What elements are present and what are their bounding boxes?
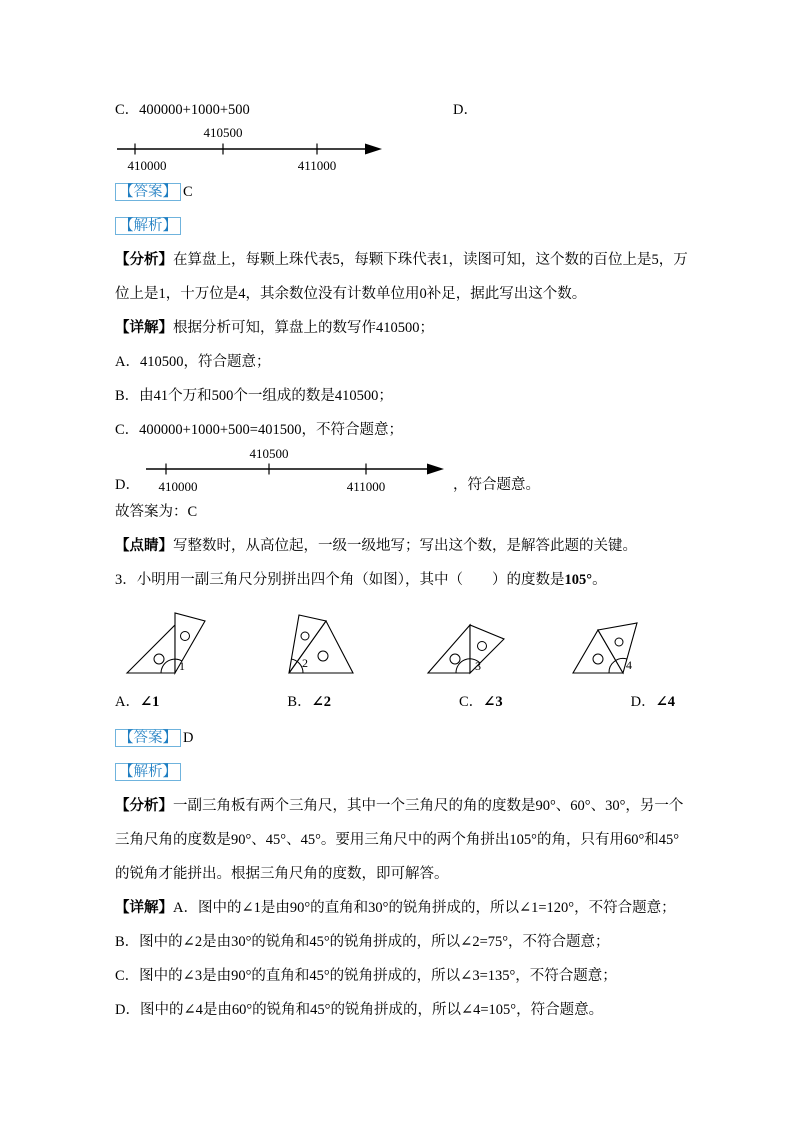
q3-answer-row — [115, 721, 689, 755]
q2-jiexi-row — [115, 209, 689, 243]
arrow-head-icon — [427, 464, 444, 475]
q2-xiangjie-paragraph — [115, 311, 689, 345]
angle-number-label: 3 — [474, 659, 481, 673]
q3-figure-angle3 — [420, 601, 520, 681]
q3-figure-angle2 — [271, 601, 371, 681]
option-value: ∠3 — [483, 694, 503, 710]
q2-option-d-numberline-figure — [115, 125, 689, 175]
angle-number-label: 4 — [625, 658, 632, 672]
xiangjie-label: 【详解】 — [115, 320, 173, 336]
q2-dianjing-paragraph — [115, 529, 689, 563]
numberline-right-label: 411000 — [297, 158, 337, 173]
q3-option-d — [631, 689, 675, 715]
ruler-hole-icon — [154, 654, 164, 664]
q3-figure-angle4 — [568, 601, 668, 681]
q3-jiexi-label: 【解析】 — [115, 763, 181, 781]
q2-option-c: C．400000+1000+500 — [115, 102, 250, 118]
triangle-ruler-shape — [428, 625, 470, 673]
numberline-above-label: 410500 — [249, 447, 289, 461]
q3-figure-angle1 — [123, 601, 223, 681]
q3-detail-line-d: D．图中的∠4是由60°的锐角和45°的锐角拼成的，所以∠4=105°，符合题意。 — [115, 1002, 604, 1018]
q2-detail-line-c: C．400000+1000+500=401500，不符合题意； — [115, 422, 403, 438]
numberline-right-label: 411000 — [346, 479, 386, 494]
q2-options-cd-row — [115, 95, 689, 125]
q2-detail-d-suffix: ，符合题意。 — [452, 477, 540, 493]
numberline-left-label: 410000 — [158, 479, 198, 494]
q2-fenxi-paragraph — [115, 243, 689, 311]
fenxi-label: 【分析】 — [115, 252, 173, 268]
option-value: ∠1 — [139, 694, 160, 710]
q2-answer-label: 【答案】 — [115, 183, 181, 201]
q3-detail-line-c: C．图中的∠3是由90°的直角和45°的锐角拼成的，所以∠3=135°，不符合题意； — [115, 968, 617, 984]
q3-option-c — [459, 689, 503, 715]
q2-jiexi-label: 【解析】 — [115, 217, 181, 235]
number-line-image — [144, 447, 449, 495]
q2-option-d: D． — [453, 102, 478, 118]
ruler-hole-icon — [615, 638, 623, 646]
ruler-hole-icon — [450, 654, 460, 664]
ruler-hole-icon — [301, 632, 309, 640]
xiangjie-text: A．图中的∠1是由90°的直角和30°的锐角拼成的，所以∠1=120°，不符合题意； — [173, 900, 676, 916]
option-key: C． — [459, 694, 484, 710]
q2-answer-value: C — [183, 184, 193, 200]
q3-option-a — [115, 689, 159, 715]
q3-stem-text: 3．小明用一副三角尺分别拼出四个角（如图），其中（ ）的度数是 — [115, 572, 565, 588]
dianjing-label: 【点睛】 — [115, 538, 173, 554]
ruler-hole-icon — [318, 651, 328, 661]
triangle-ruler-shape — [127, 625, 175, 673]
arrow-head-icon — [365, 144, 382, 155]
ruler-hole-icon — [477, 642, 486, 651]
xiangjie-label: 【详解】 — [115, 900, 173, 916]
numberline-left-label: 410000 — [127, 158, 167, 173]
q2-conclusion: 故答案为：C — [115, 504, 198, 520]
q3-stem-end: 。 — [592, 572, 607, 588]
q3-answer-label: 【答案】 — [115, 729, 181, 747]
angle-number-label: 2 — [302, 656, 309, 670]
option-key: A． — [115, 694, 140, 710]
q3-stem — [115, 563, 689, 597]
angle-number-label: 1 — [179, 659, 185, 673]
fenxi-label: 【分析】 — [115, 798, 173, 814]
q2-detail-d-prefix: D． — [115, 477, 140, 493]
option-value: ∠2 — [311, 694, 331, 710]
dianjing-text: 写整数时，从高位起，一级一级地写；写出这个数，是解答此题的关键。 — [173, 538, 637, 554]
fenxi-text: 一副三角板有两个三角尺，其中一个三角尺的角的度数是90°、60°、30°，另一个三角尺角的度数是90°、45°、45°。要用三角尺中的两个角拼出105°的角，只有用60°和45°的锐角才能拼出。根据三角尺角的度数，即可解答。 — [115, 798, 684, 882]
fenxi-text: 在算盘上，每颗上珠代表5，每颗下珠代表1，读图可知，这个数的百位上是5，万位上是1，十万位是4，其余数位没有计数单位用0补足，据此写出这个数。 — [115, 252, 688, 302]
q3-figures-row — [123, 601, 668, 685]
q3-options-row — [115, 689, 675, 715]
xiangjie-text: 根据分析可知，算盘上的数写作410500； — [173, 320, 434, 336]
q3-jiexi-row — [115, 755, 689, 789]
numberline-above-label: 410500 — [203, 125, 243, 140]
option-value: ∠4 — [655, 694, 675, 710]
q3-option-b — [287, 689, 331, 715]
number-line-image — [115, 125, 387, 175]
q2-detail-line-d — [115, 447, 689, 495]
q2-answer-row — [115, 175, 689, 209]
q2-detail-line-b: B．由41个万和500个一组成的数是410500； — [115, 388, 393, 404]
ruler-hole-icon — [593, 654, 603, 664]
option-key: D． — [630, 694, 656, 710]
option-key: B． — [287, 694, 312, 710]
q3-xiangjie-paragraph — [115, 891, 689, 925]
q3-fenxi-paragraph — [115, 789, 689, 891]
q3-stem-degree: 105° — [564, 572, 593, 588]
q3-detail-line-b: B．图中的∠2是由30°的锐角和45°的锐角拼成的，所以∠2=75°，不符合题意； — [115, 934, 610, 950]
ruler-hole-icon — [181, 632, 190, 641]
q2-detail-line-a: A．410500，符合题意； — [115, 354, 271, 370]
q3-answer-value: D — [183, 730, 194, 746]
